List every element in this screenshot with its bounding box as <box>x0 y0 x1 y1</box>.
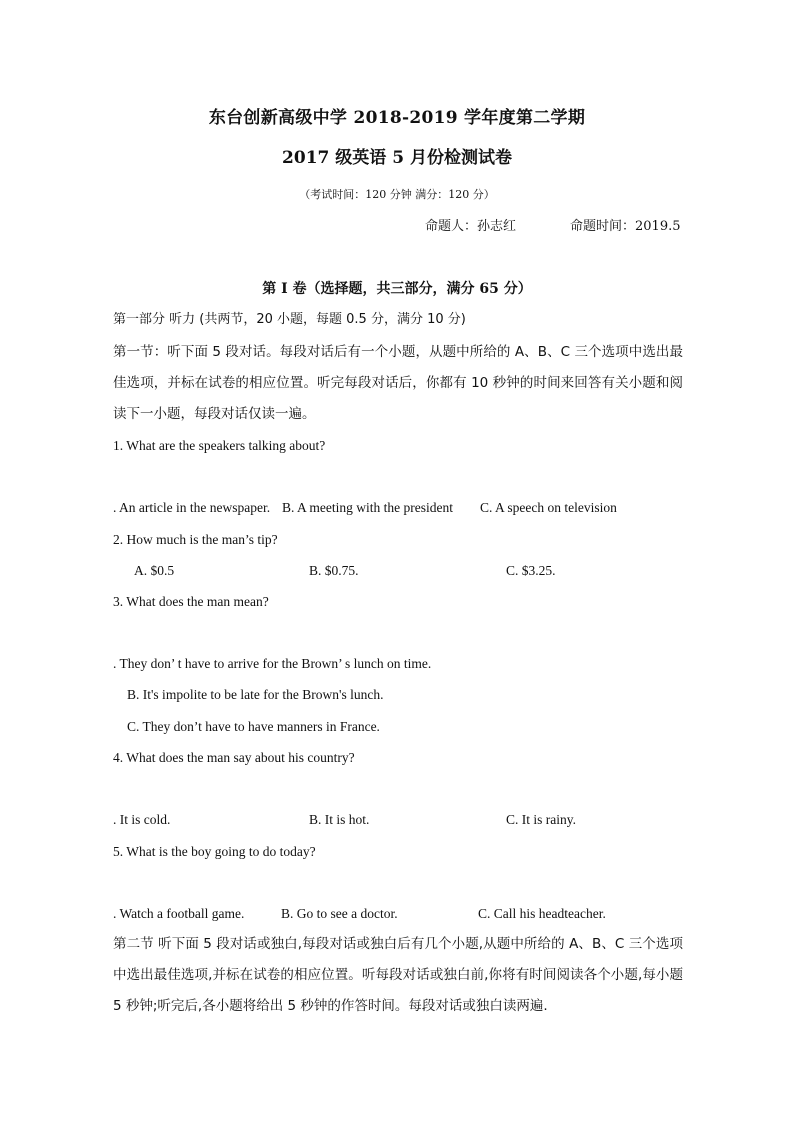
question-option: C. $3.25. <box>506 563 556 578</box>
exam-title-subject: 2017 级英语 5 月份检测试卷 <box>282 148 512 168</box>
question-option: . Watch a football game. <box>113 906 245 921</box>
volume-one-heading: 第 I 卷（选择题，共三部分，满分 65 分） <box>262 281 532 297</box>
section-two-instructions: 第二节 听下面 5 段对话或独白,每段对话或独白后有几个小题,从题中所给的 A、B、C 三个选项中选出最佳选项,并标在试卷的相应位置。听每段对话或独白前,你将有时间阅读各个小题,每小题 5 秒钟;听完后,各小题将给出 5 秒钟的作答时间。每段对话或独白读两遍. <box>113 936 683 1014</box>
question-option: C. A speech on television <box>480 500 617 515</box>
question-stem: 5. What is the boy going to do today? <box>113 844 316 859</box>
question-option: C. It is rainy. <box>506 812 576 827</box>
listening-part-heading: 第一部分 听力 (共两节，20 小题，每题 0.5 分，满分 10 分) <box>113 312 466 327</box>
exam-author: 命题人：孙志红 <box>425 219 517 234</box>
exam-date: 命题时间：2019.5 <box>570 219 681 234</box>
question-stem: 2. How much is the man’s tip? <box>113 532 278 547</box>
question-stem: 4. What does the man say about his country? <box>113 750 355 765</box>
question-option: B. It is hot. <box>309 812 370 827</box>
exam-title-school: 东台创新高级中学 2018-2019 学年度第二学期 <box>208 108 586 128</box>
question-option: . They don’ t have to arrive for the Brown’ s lunch on time. <box>113 656 432 671</box>
question-option: . An article in the newspaper. <box>113 500 271 515</box>
question-option: B. A meeting with the president <box>282 500 453 515</box>
question-option: B. Go to see a doctor. <box>281 906 398 921</box>
question-option: B. $0.75. <box>309 563 359 578</box>
question-option: C. Call his headteacher. <box>478 906 606 921</box>
question-option: B. It's impolite to be late for the Brown's lunch. <box>127 687 384 702</box>
question-stem: 1. What are the speakers talking about? <box>113 438 326 453</box>
question-stem: 3. What does the man mean? <box>113 594 269 609</box>
section-one-instructions: 第一节：听下面 5 段对话。每段对话后有一个小题，从题中所给的 A、B、C 三个选项中选出最佳选项，并标在试卷的相应位置。听完每段对话后，你都有 10 秒钟的时间来回答有关小题和阅读下一小题，每段对话仅读一遍。 <box>113 344 683 422</box>
question-option: C. They don’t have to have manners in France. <box>127 719 380 734</box>
question-option: A. $0.5 <box>134 563 175 578</box>
exam-time-score: （考试时间：120 分钟 满分：120 分） <box>299 188 495 201</box>
question-option: . It is cold. <box>113 812 171 827</box>
